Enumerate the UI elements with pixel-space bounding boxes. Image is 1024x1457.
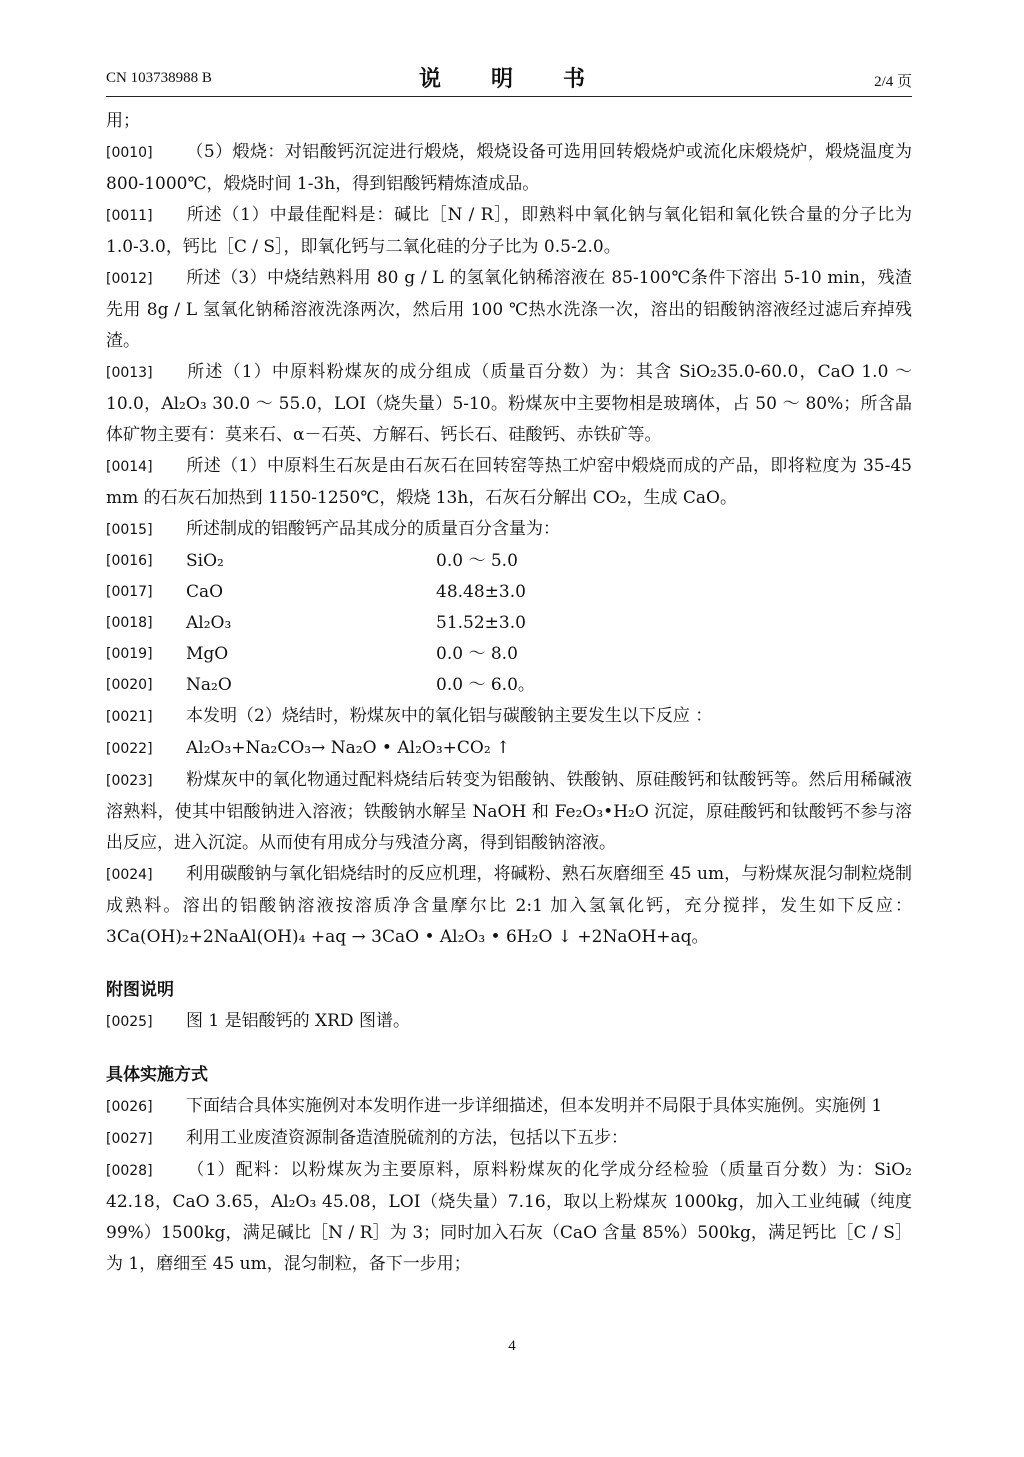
composition-row bbox=[106, 670, 912, 701]
paragraph bbox=[106, 200, 912, 263]
paragraph-number: [0022] bbox=[106, 741, 153, 757]
paragraph-number: [0017] bbox=[106, 584, 153, 600]
page-header bbox=[106, 64, 912, 92]
paragraph bbox=[106, 701, 912, 733]
header-divider bbox=[106, 96, 912, 97]
paragraph-text: 所述制成的铝酸钙产品其成分的质量百分含量为： bbox=[186, 519, 560, 539]
paragraph bbox=[106, 263, 912, 357]
paragraph-text: 下面结合具体实施例对本发明作进一步详细描述，但本发明并不局限于具体实施例。实施例 1 bbox=[186, 1096, 883, 1116]
paragraph bbox=[106, 514, 912, 546]
paragraph-text: 所述（1）中原料粉煤灰的成分组成（质量百分数）为：其含 SiO₂35.0-60.0，CaO 1.0 ～ 10.0，Al₂O₃ 30.0 ～ 55.0，LOI（烧失量）5-10。粉煤灰中主要物相是玻璃体，占 50 ～ 80%；所含晶体矿物主要有：莫来石、α－石英、方解石、钙长石、硅酸钙、赤铁矿等。 bbox=[106, 362, 912, 445]
paragraph-text: 图 1 是铝酸钙的 XRD 图谱。 bbox=[186, 1011, 410, 1031]
component-name: CaO bbox=[186, 582, 224, 602]
component-name: MgO bbox=[186, 644, 229, 664]
section-heading-figures: 附图说明 bbox=[106, 980, 174, 1000]
component-value: 0.0 ～ 6.0。 bbox=[436, 675, 535, 695]
paragraph bbox=[106, 357, 912, 451]
paragraph-number: [0011] bbox=[106, 208, 153, 224]
paragraph bbox=[106, 1091, 912, 1123]
paragraph-number: [0027] bbox=[106, 1131, 153, 1147]
paragraph-text: 粉煤灰中的氧化物通过配料烧结后转变为铝酸钠、铁酸钠、原硅酸钙和钛酸钙等。然后用稀碱液溶熟料，使其中铝酸钠进入溶液；铁酸钠水解呈 NaOH 和 Fe₂O₃•H₂O 沉淀，原硅酸钙和钛酸钙不参与溶出反应，进入沉淀。从而使有用成分与残渣分离，得到铝酸钠溶液。 bbox=[106, 770, 912, 853]
paragraph-number: [0016] bbox=[106, 553, 153, 569]
paragraph bbox=[106, 1006, 912, 1038]
component-value: 0.0 ～ 5.0 bbox=[436, 551, 518, 571]
paragraph bbox=[106, 1123, 912, 1155]
paragraph-number: [0023] bbox=[106, 773, 153, 789]
paragraph-text: 所述（1）中原料生石灰是由石灰石在回转窑等热工炉窑中煅烧而成的产品，即将粒度为 35-45 mm 的石灰石加热到 1150-1250℃，煅烧 13h，石灰石分解出 CO₂，生成 CaO。 bbox=[106, 456, 912, 508]
section-heading-embodiment: 具体实施方式 bbox=[106, 1065, 208, 1085]
paragraph bbox=[106, 1155, 912, 1280]
paragraph bbox=[106, 733, 912, 765]
paragraph-text: 利用工业废渣资源制备造渣脱硫剂的方法，包括以下五步： bbox=[186, 1128, 628, 1148]
paragraph-number: [0010] bbox=[106, 145, 153, 161]
paragraph bbox=[106, 137, 912, 200]
paragraph-number: [0015] bbox=[106, 522, 153, 538]
paragraph-number: [0019] bbox=[106, 646, 153, 662]
paragraph-text: 所述（3）中烧结熟料用 80 g / L 的氢氧化钠稀溶液在 85-100℃条件下溶出 5-10 min，残渣先用 8g / L 氢氧化钠稀溶液洗涤两次，然后用 100 ℃热水洗涤一次，溶出的铝酸钠溶液经过滤后弃掉残渣。 bbox=[106, 268, 912, 351]
document-body bbox=[106, 106, 912, 1280]
component-name: SiO₂ bbox=[186, 551, 224, 571]
paragraph-number: [0028] bbox=[106, 1163, 153, 1179]
component-name: Al₂O₃ bbox=[186, 613, 232, 633]
document-title: 说 明 书 bbox=[418, 67, 599, 92]
page-count: 2/4 页 bbox=[874, 74, 912, 90]
paragraph-text: 本发明（2）烧结时，粉煤灰中的氧化铝与碳酸钠主要发生以下反应 ： bbox=[186, 706, 713, 726]
component-value: 51.52±3.0 bbox=[436, 613, 526, 633]
paragraph-number: [0013] bbox=[106, 365, 153, 381]
continued-text: 用； bbox=[106, 111, 140, 131]
component-name: Na₂O bbox=[186, 675, 232, 695]
paragraph-number: [0021] bbox=[106, 709, 153, 725]
paragraph-text: （5）煅烧：对铝酸钙沉淀进行煅烧，煅烧设备可选用回转煅烧炉或流化床煅烧炉，煅烧温度为 800-1000℃，煅烧时间 1-3h，得到铝酸钙精炼渣成品。 bbox=[106, 142, 912, 194]
paragraph bbox=[106, 765, 912, 859]
composition-row bbox=[106, 546, 912, 577]
reaction-equation: Al₂O₃+Na₂CO₃→ Na₂O • Al₂O₃+CO₂ ↑ bbox=[186, 738, 511, 758]
composition-row bbox=[106, 639, 912, 670]
paragraph bbox=[106, 859, 912, 953]
paragraph-text: 利用碳酸钠与氧化铝烧结时的反应机理，将碱粉、熟石灰磨细至 45 um，与粉煤灰混匀制粒烧制成熟料。溶出的铝酸钠溶液按溶质净含量摩尔比 2:1 加入氢氧化钙，充分搅拌，发生如下反应：3Ca(OH)₂+2NaAl(OH)₄ +aq → 3CaO • Al₂O₃ • 6H₂O ↓ +2NaOH+aq。 bbox=[106, 864, 912, 947]
paragraph-number: [0020] bbox=[106, 677, 153, 693]
paragraph-number: [0026] bbox=[106, 1099, 153, 1115]
document-number: CN 103738988 B bbox=[106, 70, 212, 86]
paragraph-number: [0018] bbox=[106, 615, 153, 631]
paragraph-number: [0025] bbox=[106, 1014, 153, 1030]
paragraph-number: [0012] bbox=[106, 271, 153, 287]
composition-row bbox=[106, 608, 912, 639]
paragraph bbox=[106, 451, 912, 514]
paragraph-number: [0024] bbox=[106, 867, 153, 883]
component-value: 0.0 ～ 8.0 bbox=[436, 644, 518, 664]
composition-row bbox=[106, 577, 912, 608]
page-number: 4 bbox=[508, 1338, 516, 1354]
paragraph-number: [0014] bbox=[106, 459, 153, 475]
paragraph-text: 所述（1）中最佳配料是：碱比［N / R］，即熟料中氧化钠与氧化铝和氧化铁合量的分子比为 1.0-3.0，钙比［C / S］，即氧化钙与二氧化硅的分子比为 0.5-2.0。 bbox=[106, 205, 912, 257]
paragraph-text: （1）配料：以粉煤灰为主要原料，原料粉煤灰的化学成分经检验（质量百分数）为：SiO₂ 42.18，CaO 3.65，Al₂O₃ 45.08，LOI（烧失量）7.16，取以上粉煤灰 1000kg，加入工业纯碱（纯度 99%）1500kg，满足碱比［N / R］为 3；同时加入石灰（CaO 含量 85%）500kg，满足钙比［C / S］为 1，磨细至 45 um，混匀制粒，备下一步用； bbox=[106, 1160, 912, 1274]
component-value: 48.48±3.0 bbox=[436, 582, 526, 602]
